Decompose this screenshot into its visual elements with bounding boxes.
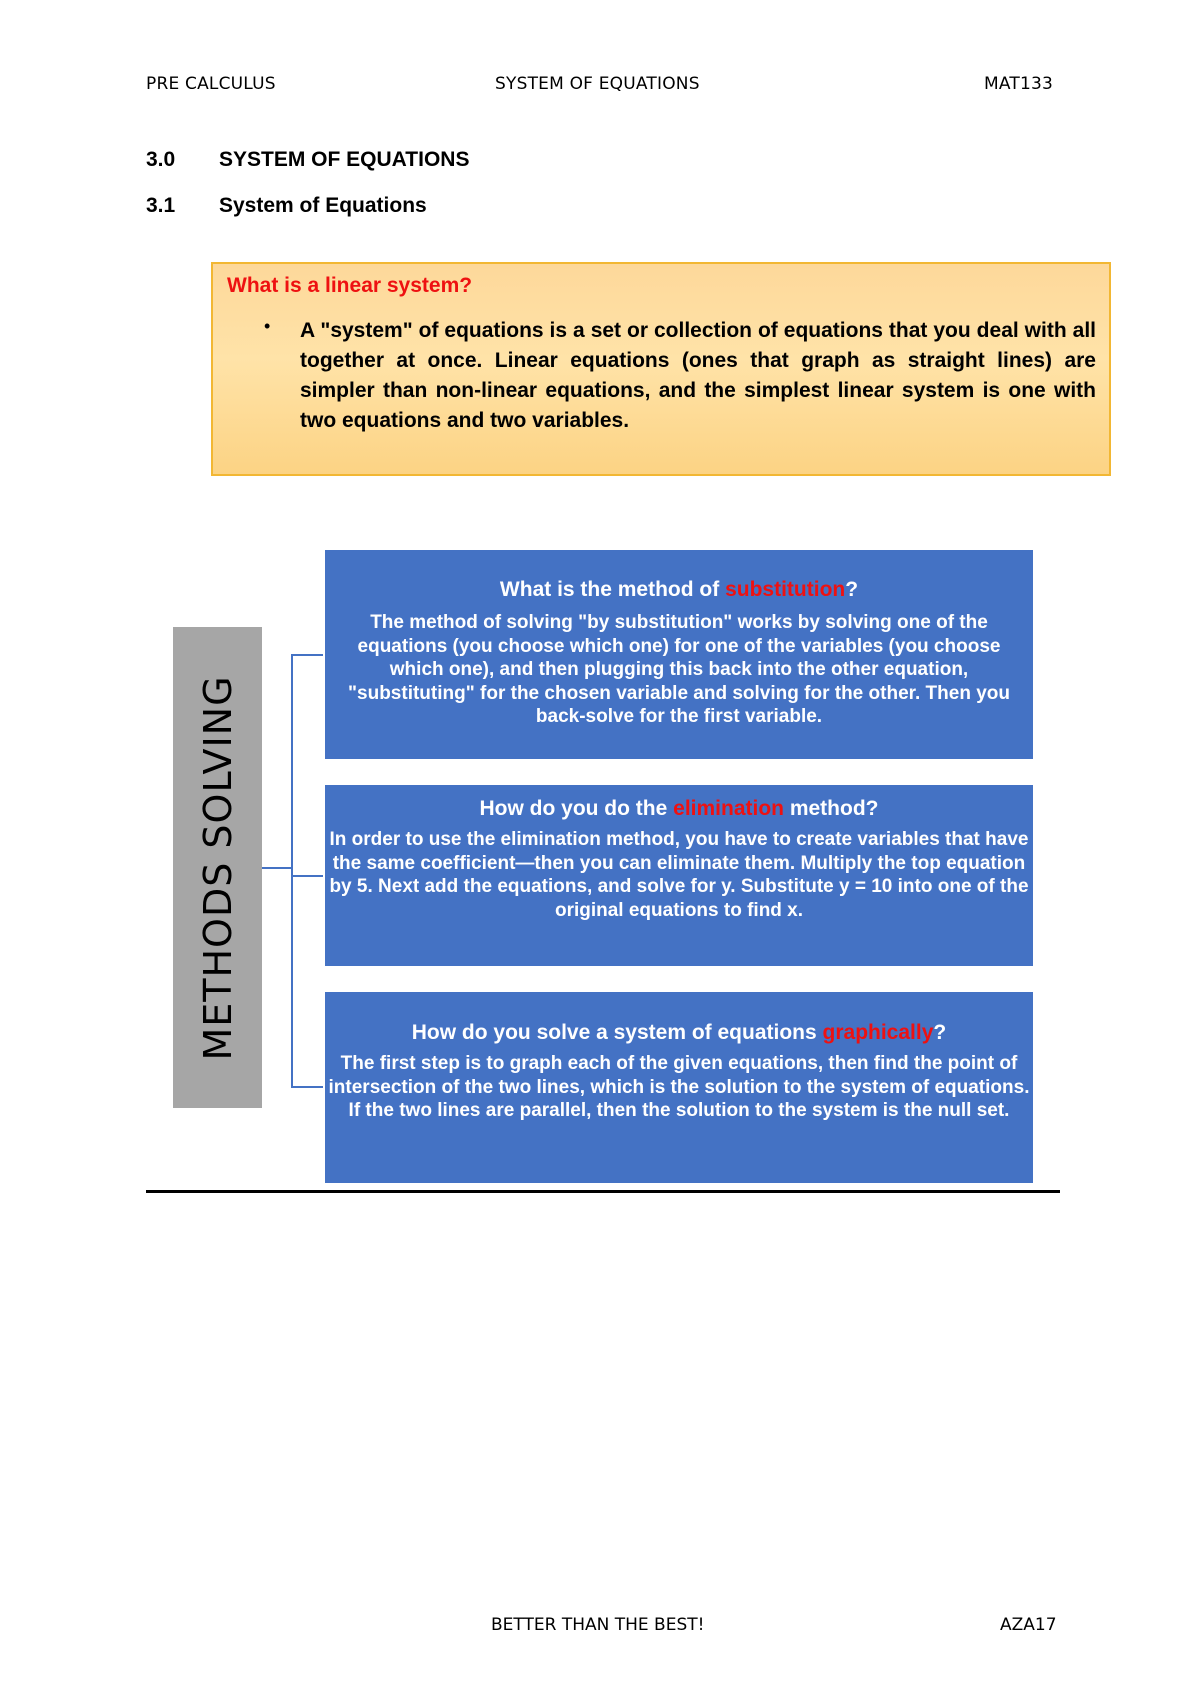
header-course: PRE CALCULUS (146, 74, 276, 94)
bracket-branch (291, 1086, 323, 1088)
section-number: 3.1 (146, 194, 176, 217)
box-title-highlight: graphically (822, 1021, 934, 1044)
linear-system-callout (211, 262, 1111, 476)
section-number: 3.0 (146, 148, 176, 171)
bullet-icon: • (264, 316, 271, 336)
box-title (329, 797, 1029, 821)
box-text: The method of solving "by substitution" works by solving one of the equations (you choose which one) for one of the variables (you choose which one), and then plugging this back into the other equation, "substituting" for the chosen variable and solving for the other. Then you back-solve for the first variable. (348, 612, 1010, 727)
section-title: SYSTEM OF EQUATIONS (219, 148, 470, 171)
box-text: In order to use the elimination method, you have to create variables that have the same coefficient—then you can eliminate them. Multiply the top equation by 5. Next add the equations, and solve for y. Substitute y = 10 into one of the original equations to find x. (329, 829, 1029, 921)
box-title (325, 1021, 1033, 1045)
header-code: MAT133 (984, 74, 1054, 94)
callout-text: A "system" of equations is a set or collection of equations that you deal with all together at once. Linear equations (ones that graph as straight lines) are simpler than non-linear equations, and the simplest linear system is one with two equations and two variables. (300, 319, 1096, 432)
methods-side-label-box (173, 627, 262, 1108)
methods-side-label: METHODS SOLVING (195, 674, 240, 1061)
graphical-method-box (325, 992, 1033, 1183)
box-title-highlight: substitution (725, 578, 846, 601)
box-title-text: What is the method of (499, 578, 726, 601)
box-title-text: How do you solve a system of equations (411, 1021, 823, 1044)
section-heading-3-1 (146, 194, 427, 218)
footer-slogan: BETTER THAN THE BEST! (491, 1615, 705, 1635)
substitution-method-box (325, 550, 1033, 759)
footer-code: AZA17 (1000, 1615, 1057, 1635)
box-title-text: ? (933, 1021, 947, 1044)
elimination-method-box (325, 785, 1033, 966)
horizontal-rule (146, 1190, 1060, 1193)
header-topic: SYSTEM OF EQUATIONS (495, 74, 700, 94)
box-title-highlight: elimination (673, 797, 784, 820)
bracket-connector (262, 867, 291, 869)
box-title-text: How do you do the (479, 797, 674, 820)
box-text: The first step is to graph each of the given equations, then find the point of intersection of the two lines, which is the solution to the system of equations. If the two lines are parallel, then the solution to the system is the null set. (328, 1053, 1030, 1121)
box-title-text: method? (784, 797, 879, 820)
callout-question: What is a linear system? (227, 274, 473, 297)
bracket-branch (291, 654, 323, 656)
section-heading-3-0 (146, 148, 469, 172)
box-title-text: ? (845, 578, 859, 601)
box-title (329, 578, 1029, 602)
bracket-line (291, 654, 293, 1087)
bracket-branch (291, 875, 323, 877)
section-title: System of Equations (219, 194, 427, 217)
